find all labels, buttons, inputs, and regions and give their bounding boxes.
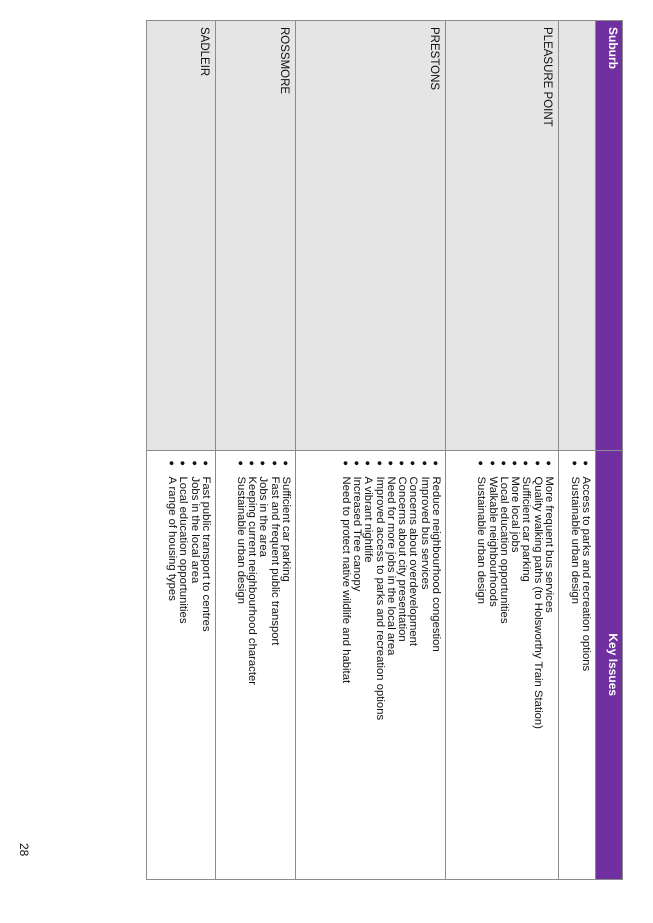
key-issues-cell: [446, 450, 559, 880]
list-item: [498, 459, 509, 876]
bullet-icon: ●: [581, 460, 591, 466]
key-issues-cell: [296, 450, 446, 880]
issue-text: A vibrant nightlife: [362, 476, 375, 563]
table-body: [147, 21, 596, 880]
issues-list: [475, 459, 554, 876]
bullet-icon: ●: [363, 460, 374, 466]
issue-text: Jobs in the local area: [188, 476, 201, 584]
list-item: [257, 459, 268, 876]
bullet-icon: ●: [498, 460, 509, 466]
list-item: [373, 459, 384, 876]
issue-text: Keeping current neighbourhood character: [246, 476, 259, 686]
bullet-icon: ●: [235, 460, 246, 466]
suburb-name-cell: ROSSMORE: [216, 21, 296, 451]
bullet-icon: ●: [487, 460, 498, 466]
bullet-icon: ●: [544, 460, 554, 466]
list-item: [280, 459, 291, 876]
key-issues-cell: [147, 450, 216, 880]
bullet-icon: ●: [281, 460, 291, 466]
issues-list: [235, 459, 291, 876]
bullet-icon: ●: [521, 460, 532, 466]
list-item: [418, 459, 429, 876]
table-row: [216, 21, 296, 880]
issue-text: More local jobs: [509, 476, 522, 553]
issue-text: Concerns about overdevelopment: [407, 476, 420, 647]
issue-text: Local education opportunities: [497, 476, 510, 624]
issue-text: Reduce neighbourhood congestion: [430, 476, 442, 652]
bullet-icon: ●: [269, 460, 280, 466]
issue-text: Jobs in the area: [257, 476, 270, 557]
bullet-icon: ●: [351, 460, 362, 466]
key-issues-column-header: Key Issues: [596, 450, 623, 880]
bullet-icon: ●: [167, 460, 178, 466]
key-issues-cell: [216, 450, 296, 880]
page-number: 28: [17, 843, 31, 857]
list-item: [568, 459, 579, 876]
list-item: [396, 459, 407, 876]
bullet-icon: ●: [476, 460, 487, 466]
list-item: [580, 459, 591, 876]
suburb-column-header: Suburb: [596, 21, 623, 451]
bullet-icon: ●: [569, 460, 580, 466]
suburb-issues-table: [146, 20, 623, 880]
table-row: [446, 21, 559, 880]
list-item: [385, 459, 396, 876]
list-item: [430, 459, 441, 876]
list-item: [177, 459, 188, 876]
issue-text: Sustainable urban design: [234, 476, 247, 604]
list-item: [520, 459, 531, 876]
issues-list: [339, 459, 441, 876]
table-row: [147, 21, 216, 880]
key-issues-cell: [559, 450, 596, 880]
issues-list: [568, 459, 591, 876]
issue-text: More frequent bus services: [543, 476, 555, 613]
issue-text: Sufficient car parking: [520, 476, 533, 582]
bullet-icon: ●: [397, 460, 408, 466]
issue-text: Improved bus services: [418, 476, 431, 590]
bullet-icon: ●: [374, 460, 385, 466]
issue-text: A range of housing types: [166, 476, 179, 601]
issue-text: Fast and frequent public transport: [268, 476, 281, 646]
list-item: [486, 459, 497, 876]
list-item: [200, 459, 211, 876]
issue-text: Increased Tree canopy: [350, 476, 363, 592]
list-item: [235, 459, 246, 876]
issue-text: Need for more jobs in the local area: [384, 476, 397, 656]
issue-text: Sustainable urban design: [475, 476, 488, 604]
issue-text: Walkable neighbourhoods: [486, 476, 499, 607]
list-item: [509, 459, 520, 876]
bullet-icon: ●: [189, 460, 200, 466]
list-item: [268, 459, 279, 876]
bullet-icon: ●: [532, 460, 543, 466]
bullet-icon: ●: [431, 460, 441, 466]
suburb-name-cell: [559, 21, 596, 451]
bullet-icon: ●: [340, 460, 351, 466]
list-item: [407, 459, 418, 876]
suburb-name-cell: PLEASURE POINT: [446, 21, 559, 451]
issue-text: Improved access to parks and recreation options: [373, 476, 386, 721]
bullet-icon: ●: [419, 460, 430, 466]
issue-text: Local education opportunities: [177, 476, 190, 624]
suburb-name-cell: SADLEIR: [147, 21, 216, 451]
bullet-icon: ●: [385, 460, 396, 466]
list-item: [531, 459, 542, 876]
list-item: [362, 459, 373, 876]
list-item: [543, 459, 554, 876]
table-row: [559, 21, 596, 880]
issue-text: Sustainable urban design: [568, 476, 581, 604]
list-item: [166, 459, 177, 876]
list-item: [246, 459, 257, 876]
bullet-icon: ●: [258, 460, 269, 466]
issue-text: Sufficient car parking: [280, 476, 292, 582]
list-item: [188, 459, 199, 876]
list-item: [339, 459, 350, 876]
bullet-icon: ●: [510, 460, 521, 466]
list-item: [475, 459, 486, 876]
bullet-icon: ●: [178, 460, 189, 466]
table-row: [296, 21, 446, 880]
issue-text: Fast public transport to centres: [200, 476, 212, 632]
list-item: [351, 459, 362, 876]
bullet-icon: ●: [247, 460, 258, 466]
bullet-icon: ●: [408, 460, 419, 466]
issue-text: Quality walking paths (to Holsworthy Train Station): [531, 476, 544, 729]
suburb-name-cell: PRESTONS: [296, 21, 446, 451]
issues-list: [166, 459, 211, 876]
issue-text: Need to protect native wildlife and habitat: [339, 476, 352, 684]
table-header-row: [596, 21, 623, 880]
issue-text: Access to parks and recreation options: [580, 476, 592, 672]
bullet-icon: ●: [201, 460, 211, 466]
issue-text: Concerns about city presentation: [396, 476, 409, 642]
